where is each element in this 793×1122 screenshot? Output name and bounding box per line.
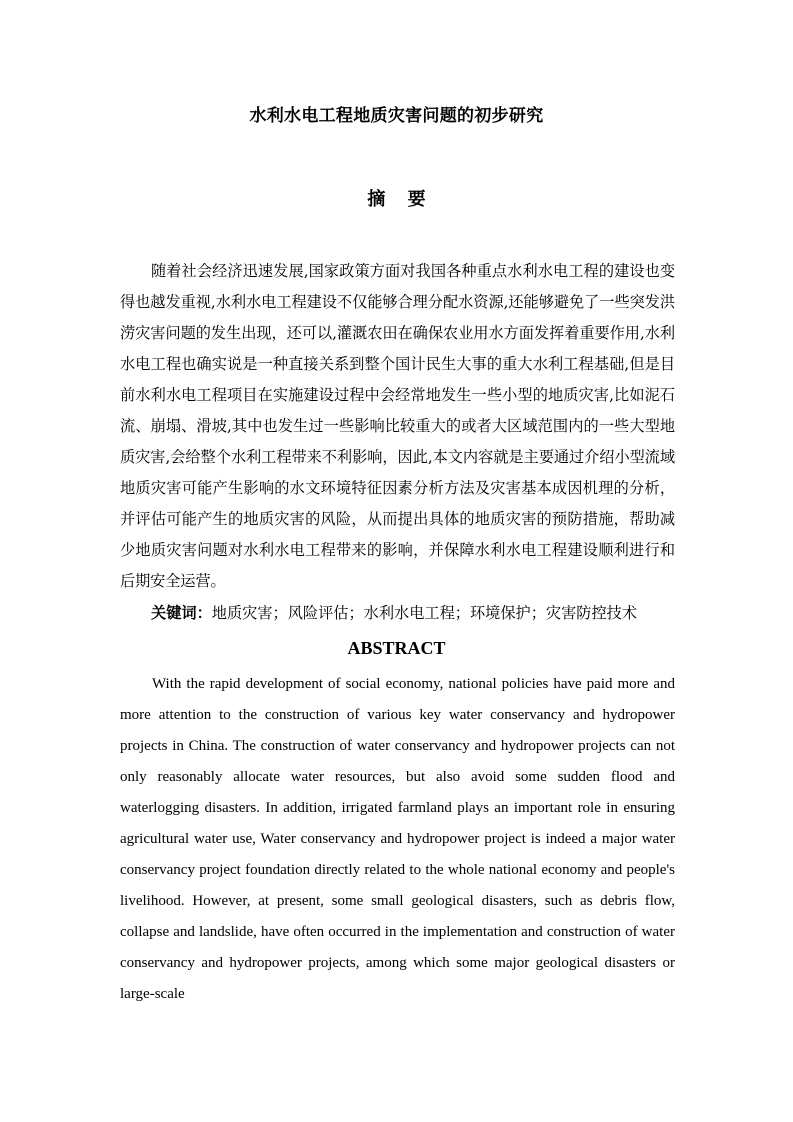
keywords-line — [151, 598, 691, 629]
chinese-abstract-heading: 摘 要 — [367, 189, 434, 210]
keywords-text: 地质灾害；风险评估；水利水电工程；环境保护；灾害防控技术 — [211, 604, 637, 622]
english-abstract-heading: ABSTRACT — [347, 638, 446, 658]
document-title: 水利水电工程地质灾害问题的初步研究 — [249, 106, 544, 126]
english-abstract-body: With the rapid development of social economy, national policies have paid more and more attention to the construction of various key water conservancy and hydropower projects in China. The construction of water conservancy and hydropower projects can not only reasonably allocate water resources, but also avoid some sudden flood and waterlogging disasters. In addition, irrigated farmland plays an important role in ensuring agricultural water use, Water conservancy and hydropower project is indeed a major water conservancy project foundation directly related to the whole national economy and people's livelihood. However, at present, some small geological disasters, such as debris flow, collapse and landslide, have often occurred in the implementation and construction of water conservancy and hydropower projects, among which some major geological disasters or large-scale — [120, 676, 675, 1002]
keywords-label: 关键词： — [151, 604, 212, 622]
chinese-abstract-body: 随着社会经济迅速发展,国家政策方面对我国各种重点水利水电工程的建设也变得也越发重视,水利水电工程建设不仅能够合理分配水资源,还能够避免了一些突发洪涝灾害问题的发生出现，还可以,灌溉农田在确保农业用水方面发挥着重要作用,水利水电工程也确实说是一种直接关系到整个国计民生大事的重大水利工程基础,但是目前水利水电工程项目在实施建设过程中会经常地发生一些小型的地质灾害,比如泥石流、崩塌、滑坡,其中也发生过一些影响比较重大的或者大区域范围内的一些大型地质灾害,会给整个水利工程带来不利影响，因此,本文内容就是主要通过介绍小型流域地质灾害可能产生影响的水文环境特征因素分析方法及灾害基本成因机理的分析，并评估可能产生的地质灾害的风险，从而提出具体的地质灾害的预防措施，帮助减少地质灾害问题对水利水电工程带来的影响，并保障水利水电工程建设顺利进行和后期安全运营。 — [120, 262, 675, 590]
